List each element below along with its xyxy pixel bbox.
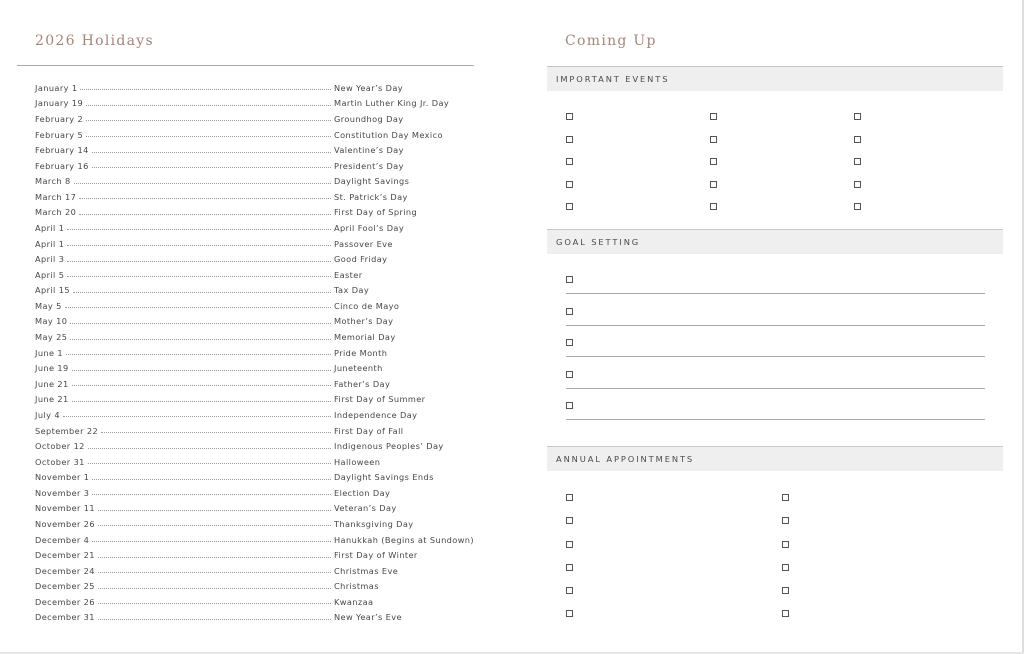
dotted-leader — [67, 241, 331, 246]
holiday-name: Independence Day — [334, 409, 418, 420]
holiday-row — [35, 236, 475, 252]
holiday-date: September 22 — [35, 425, 99, 436]
dotted-leader — [79, 194, 331, 199]
goal-checkbox[interactable] — [566, 276, 573, 283]
holiday-date: June 21 — [35, 378, 69, 389]
holiday-date: December 21 — [35, 550, 95, 561]
holiday-row — [35, 205, 475, 221]
holiday-name: Valentine’s Day — [334, 145, 404, 156]
holiday-row — [35, 189, 475, 205]
holiday-name: Martin Luther King Jr. Day — [334, 98, 450, 109]
dotted-leader — [72, 366, 331, 371]
holiday-date: February 5 — [35, 129, 84, 140]
holiday-row — [35, 485, 475, 501]
dotted-leader — [74, 179, 331, 184]
dotted-leader — [92, 475, 331, 480]
dotted-leader — [88, 444, 331, 449]
dotted-leader — [98, 521, 331, 526]
holiday-date: March 8 — [35, 176, 71, 187]
dotted-leader — [86, 101, 331, 106]
holiday-name: Father’s Day — [334, 378, 391, 389]
holiday-date: May 5 — [35, 300, 62, 311]
holiday-row — [35, 532, 475, 548]
dotted-leader — [67, 225, 331, 230]
dotted-leader — [67, 257, 331, 262]
holiday-row — [35, 314, 475, 330]
annual-appointments-header — [547, 446, 1003, 471]
dotted-leader — [98, 599, 331, 604]
important-event-checkbox[interactable] — [710, 113, 717, 120]
holiday-name: Easter — [334, 269, 363, 280]
goal-checkbox[interactable] — [566, 371, 573, 378]
holiday-date: April 15 — [35, 285, 70, 296]
holiday-row — [35, 127, 475, 143]
holiday-name: Memorial Day — [334, 332, 396, 343]
important-event-checkbox[interactable] — [710, 158, 717, 165]
holiday-name: Passover Eve — [334, 238, 393, 249]
holiday-row — [35, 579, 475, 595]
holiday-name: First Day of Spring — [334, 207, 418, 218]
appointment-checkbox[interactable] — [782, 517, 789, 524]
dotted-leader — [80, 85, 331, 90]
holiday-name: Halloween — [334, 456, 381, 467]
holiday-date: November 26 — [35, 518, 96, 529]
holiday-date: May 25 — [35, 332, 68, 343]
holidays-title: 2026 Holidays — [35, 33, 154, 49]
holiday-name: Hanukkah (Begins at Sundown) — [334, 534, 474, 545]
holiday-name: Tax Day — [334, 285, 370, 296]
appointment-checkbox[interactable] — [566, 517, 573, 524]
holiday-row — [35, 298, 475, 314]
holiday-date: April 3 — [35, 254, 65, 265]
dotted-leader — [88, 459, 331, 464]
important-events-label: IMPORTANT EVENTS — [556, 74, 670, 84]
holiday-date: November 11 — [35, 503, 96, 514]
holiday-row — [35, 469, 475, 485]
appointment-checkbox[interactable] — [566, 564, 573, 571]
goal-writing-line — [566, 388, 985, 389]
holiday-name: Christmas — [334, 581, 379, 592]
dotted-leader — [70, 319, 331, 324]
dotted-leader — [101, 428, 331, 433]
appointment-checkbox[interactable] — [566, 587, 573, 594]
important-event-checkbox[interactable] — [710, 203, 717, 210]
holiday-row — [35, 360, 475, 376]
goal-checkbox[interactable] — [566, 339, 573, 346]
holiday-date: December 31 — [35, 612, 95, 623]
holiday-row — [35, 173, 475, 189]
holiday-name: Indigenous Peoples’ Day — [334, 441, 444, 452]
goal-checkbox[interactable] — [566, 308, 573, 315]
holiday-row — [35, 267, 475, 283]
holiday-row — [35, 407, 475, 423]
holiday-date: December 25 — [35, 581, 95, 592]
holiday-row — [35, 610, 475, 626]
goal-writing-line — [566, 356, 985, 357]
holiday-row — [35, 516, 475, 532]
holiday-row — [35, 423, 475, 439]
dotted-leader — [86, 132, 331, 137]
important-event-checkbox[interactable] — [854, 158, 861, 165]
holiday-name: Juneteenth — [334, 363, 383, 374]
holiday-name: April Fool’s Day — [334, 222, 405, 233]
important-event-checkbox[interactable] — [566, 181, 573, 188]
dotted-leader — [72, 397, 331, 402]
holiday-name: Christmas Eve — [334, 565, 399, 576]
holiday-name: Kwanzaa — [334, 596, 374, 607]
holiday-name: Mother’s Day — [334, 316, 394, 327]
goal-writing-line — [566, 419, 985, 420]
holiday-list — [35, 80, 475, 625]
holiday-date: March 17 — [35, 191, 77, 202]
coming-up-title: Coming Up — [565, 33, 657, 49]
holiday-row — [35, 563, 475, 579]
holiday-row — [35, 376, 475, 392]
holiday-name: President’s Day — [334, 160, 404, 171]
appointment-checkbox[interactable] — [782, 541, 789, 548]
holiday-name: Good Friday — [334, 254, 388, 265]
goal-setting-header — [547, 229, 1003, 254]
holiday-row — [35, 158, 475, 174]
holiday-date: February 2 — [35, 113, 84, 124]
dotted-leader — [98, 584, 331, 589]
holiday-name: First Day of Fall — [334, 425, 404, 436]
dotted-leader — [92, 490, 331, 495]
holiday-name: Groundhog Day — [334, 113, 404, 124]
holiday-row — [35, 80, 475, 96]
holiday-date: May 10 — [35, 316, 68, 327]
important-event-checkbox[interactable] — [854, 113, 861, 120]
holiday-row — [35, 251, 475, 267]
important-event-checkbox[interactable] — [710, 136, 717, 143]
appointment-checkbox[interactable] — [782, 587, 789, 594]
important-event-checkbox[interactable] — [566, 113, 573, 120]
holiday-date: October 31 — [35, 456, 85, 467]
holiday-row — [35, 345, 475, 361]
holiday-row — [35, 142, 475, 158]
holiday-row — [35, 111, 475, 127]
holiday-name: Daylight Savings — [334, 176, 410, 187]
dotted-leader — [73, 288, 331, 293]
important-event-checkbox[interactable] — [854, 181, 861, 188]
goal-setting-label: GOAL SETTING — [556, 237, 641, 247]
appointment-checkbox[interactable] — [566, 541, 573, 548]
holiday-row — [35, 392, 475, 408]
dotted-leader — [92, 163, 331, 168]
appointment-checkbox[interactable] — [566, 494, 573, 501]
dotted-leader — [70, 335, 331, 340]
dotted-leader — [63, 412, 331, 417]
appointment-checkbox[interactable] — [782, 610, 789, 617]
holiday-date: November 1 — [35, 472, 90, 483]
dotted-leader — [79, 210, 331, 215]
important-events-header — [547, 66, 1003, 91]
holiday-row — [35, 283, 475, 299]
important-event-checkbox[interactable] — [854, 203, 861, 210]
holiday-date: April 1 — [35, 238, 65, 249]
holiday-name: Pride Month — [334, 347, 388, 358]
holiday-date: January 1 — [35, 82, 78, 93]
holiday-date: February 16 — [35, 160, 89, 171]
goal-writing-line — [566, 325, 985, 326]
holiday-row — [35, 220, 475, 236]
holiday-name: Daylight Savings Ends — [334, 472, 434, 483]
appointment-checkbox[interactable] — [782, 494, 789, 501]
holiday-name: New Year’s Eve — [334, 612, 402, 623]
holiday-date: June 19 — [35, 363, 69, 374]
holiday-name: Election Day — [334, 487, 391, 498]
holiday-date: February 14 — [35, 145, 89, 156]
holiday-date: June 21 — [35, 394, 69, 405]
dotted-leader — [92, 537, 331, 542]
important-event-checkbox[interactable] — [854, 136, 861, 143]
holiday-date: April 1 — [35, 222, 65, 233]
holiday-name: Cinco de Mayo — [334, 300, 400, 311]
important-event-checkbox[interactable] — [710, 181, 717, 188]
dotted-leader — [98, 615, 331, 620]
title-divider — [17, 65, 474, 66]
holiday-row — [35, 454, 475, 470]
holiday-name: New Year’s Day — [334, 82, 404, 93]
holiday-date: October 12 — [35, 441, 85, 452]
holiday-date: December 26 — [35, 596, 95, 607]
dotted-leader — [92, 148, 331, 153]
important-event-checkbox[interactable] — [566, 136, 573, 143]
appointment-checkbox[interactable] — [566, 610, 573, 617]
holiday-date: April 5 — [35, 269, 65, 280]
dotted-leader — [66, 350, 331, 355]
holiday-date: January 19 — [35, 98, 84, 109]
dotted-leader — [67, 272, 331, 277]
holiday-name: First Day of Winter — [334, 550, 418, 561]
holiday-row — [35, 501, 475, 517]
holiday-row — [35, 547, 475, 563]
important-event-checkbox[interactable] — [566, 158, 573, 165]
dotted-leader — [98, 568, 331, 573]
dotted-leader — [86, 116, 331, 121]
holiday-row — [35, 96, 475, 112]
important-event-checkbox[interactable] — [566, 203, 573, 210]
dotted-leader — [72, 381, 331, 386]
annual-appointments-label: ANNUAL APPOINTMENTS — [556, 454, 695, 464]
dotted-leader — [65, 303, 331, 308]
goal-checkbox[interactable] — [566, 402, 573, 409]
holiday-name: First Day of Summer — [334, 394, 426, 405]
goal-writing-line — [566, 293, 985, 294]
holiday-row — [35, 594, 475, 610]
holiday-date: June 1 — [35, 347, 64, 358]
dotted-leader — [98, 553, 331, 558]
dotted-leader — [98, 506, 331, 511]
holiday-name: Veteran’s Day — [334, 503, 397, 514]
holiday-date: November 3 — [35, 487, 90, 498]
holiday-date: December 24 — [35, 565, 95, 576]
holiday-date: December 4 — [35, 534, 90, 545]
holiday-row — [35, 329, 475, 345]
appointment-checkbox[interactable] — [782, 564, 789, 571]
holiday-name: Constitution Day Mexico — [334, 129, 443, 140]
holiday-date: March 20 — [35, 207, 77, 218]
holiday-row — [35, 438, 475, 454]
holiday-name: Thanksgiving Day — [334, 518, 414, 529]
holiday-date: July 4 — [35, 409, 60, 420]
holiday-name: St. Patrick’s Day — [334, 191, 408, 202]
